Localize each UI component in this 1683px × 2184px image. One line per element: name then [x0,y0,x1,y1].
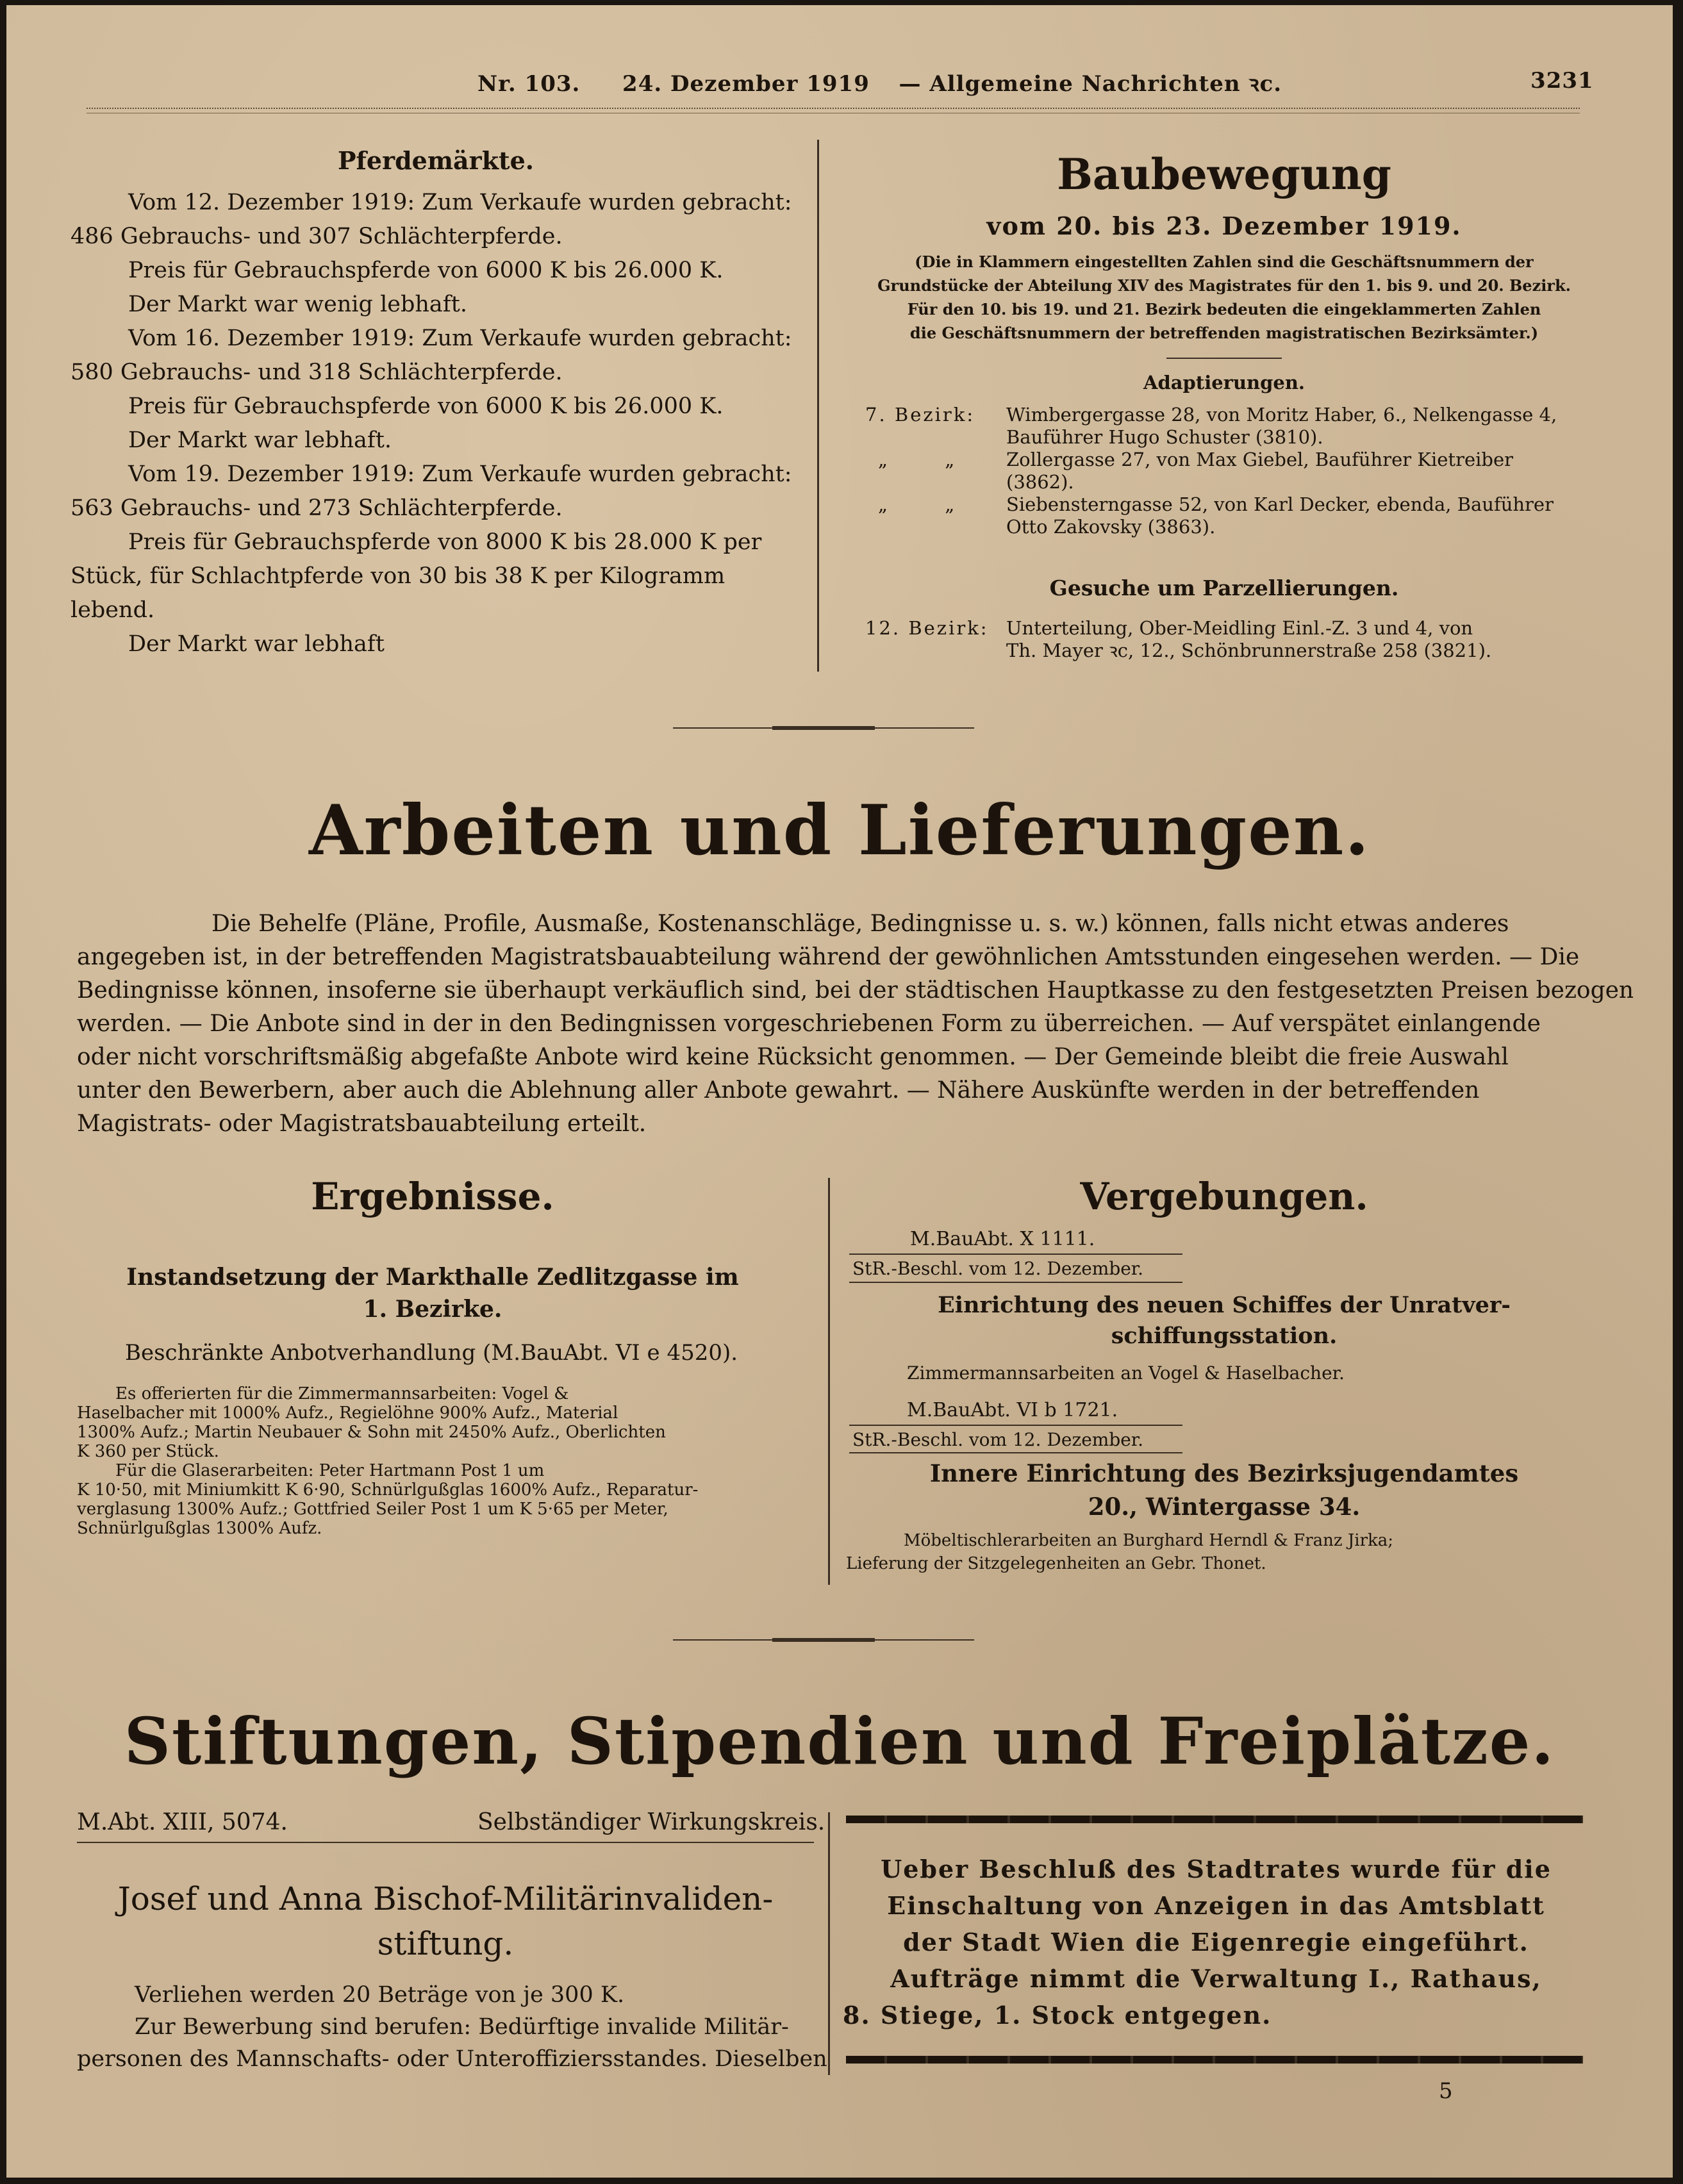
text-line: oder nicht vorschriftsmäßig abgefaßte Anbote wird keine Rücksicht genommen. — Der Gemeinde bleibt die freie Auswahl [77,1044,1509,1070]
list-item [865,449,1589,493]
stiftung-title [77,1876,814,1966]
stiftung-kreis: Selbständiger Wirkungskreis. [477,1809,825,1835]
text-line: angegeben ist, in der betreffenden Magistratsbauabteilung während der gewöhnlichen Amtsstunden eingesehen werden. — Die [77,944,1580,970]
text-line: 486 Gebrauchs- und 307 Schlächterpferde. [70,224,563,249]
stiftung-text [77,1979,827,2075]
text-line: Der Markt war wenig lebhaft. [128,292,467,317]
entry-text: Th. Mayer ꝛc, 12., Schönbrunnerstraße 258 (3821). [1006,640,1492,661]
baubewegung-subtitle: vom 20. bis 23. Dezember 1919. [986,211,1462,240]
text-line: Es offerierten für die Zimmermannsarbeiten: Vogel & [115,1384,569,1403]
vergebung-text: Zimmermannsarbeiten an Vogel & Haselbacher. [907,1362,1345,1384]
stiftung-ref: M.Abt. XIII, 5074. [77,1809,288,1835]
issue-number: Nr. 103. [477,71,581,97]
text-line: Ueber Beschluß des Stadtrates wurde für die [881,1855,1552,1883]
ref-rule [849,1253,1182,1255]
issue-date: 24. Dezember 1919 [622,71,870,97]
vergebung-text [846,1529,1580,1575]
bezirk-label: 12. Bezirk: [865,617,989,639]
text-line: 1. Bezirke. [363,1296,502,1323]
text-line: personen des Mannschafts- oder Unteroffiziersstandes. Dieselben [77,2046,827,2072]
text-line: Zur Bewerbung sind berufen: Bedürftige invalide Militär- [135,2014,789,2040]
section-divider-center [772,1638,875,1642]
baubewegung-title: Baubewegung [1057,149,1391,199]
text-line: Preis für Gebrauchspferde von 8000 K bis 28.000 K per [128,529,762,555]
text-line: Preis für Gebrauchspferde von 6000 K bis 26.000 K. [128,258,724,283]
notice-top-rule [846,1816,1583,1823]
bezirk-label: „ „ [878,493,981,515]
ergebnisse-item-title [77,1261,788,1325]
vergebung-ref: M.BauAbt. X 1111. [910,1228,1095,1250]
ref-rule [849,1425,1182,1426]
entry-text: Siebensterngasse 52, von Karl Decker, ebenda, Bauführer [1006,493,1554,515]
text-line: (Die in Klammern eingestellten Zahlen sind die Geschäftsnummern der [915,252,1534,271]
text-line: lebend. [70,597,155,623]
baubewegung-note [840,250,1609,345]
text-line: Der Markt war lebhaft. [128,427,392,453]
column-divider [817,140,819,672]
section-rule [1166,358,1282,359]
text-line: Innere Einrichtung des Bezirksjugendamtes [929,1459,1519,1487]
text-line: werden. — Die Anbote sind in der in den Bedingnissen vorgeschriebenen Form zu überreichen. — Auf verspätet einlangende [77,1011,1541,1037]
text-line: Einrichtung des neuen Schiffes der Unratver- [938,1292,1511,1318]
ergebnisse-title: Ergebnisse. [311,1175,554,1218]
text-line: 563 Gebrauchs- und 273 Schlächterpferde. [70,495,563,521]
text-line: Für die Glaserarbeiten: Peter Hartmann Post 1 um [115,1461,545,1480]
page-header [477,68,1682,97]
text-line: Aufträge nimmt die Verwaltung I., Rathaus, [890,1964,1542,1993]
text-line: Instandsetzung der Markthalle Zedlitzgasse im [126,1264,739,1291]
text-line: Grundstücke der Abteilung XIV des Magistrates für den 1. bis 9. und 20. Bezirk. [877,276,1571,295]
text-line: Einschaltung von Anzeigen in das Amtsblatt [887,1891,1545,1920]
text-line: K 360 per Stück. [77,1442,219,1461]
arbeiten-title: Arbeiten und Lieferungen. [309,790,1370,871]
text-line: Haselbacher mit 1000% Aufz., Regielöhne 900% Aufz., Material [77,1403,618,1423]
list-item [865,493,1589,538]
entry-text: Otto Zakovsky (3863). [1006,516,1216,538]
section-name: — Allgemeine Nachrichten ꝛc. [899,71,1282,97]
vergebung-beschluss: StR.-Beschl. vom 12. Dezember. [852,1258,1144,1279]
text-line: Lieferung der Sitzgelegenheiten an Gebr. Thonet. [846,1554,1266,1573]
text-line: 580 Gebrauchs- und 318 Schlächterpferde. [70,360,563,385]
text-line: Der Markt war lebhaft [128,631,385,657]
text-line: Verliehen werden 20 Beträge von je 300 K. [135,1982,625,2008]
list-item [865,617,1589,662]
adaptierungen-list [865,404,1589,538]
text-line: unter den Bewerbern, aber auch die Ablehnung aller Anbote gewahrt. — Nähere Auskünfte werden in der betreffenden [77,1077,1480,1104]
notice-bottom-rule [846,2056,1583,2064]
vergebung-ref: M.BauAbt. VI b 1721. [907,1399,1118,1421]
bezirk-label: „ „ [878,449,981,470]
text-line: verglasung 1300% Aufz.; Gottfried Seiler Post 1 um K 5·65 per Meter, [77,1500,668,1519]
text-line: 8. Stiege, 1. Stock entgegen. [843,2001,1272,2030]
text-line: Magistrats- oder Magistratsbauabteilung erteilt. [77,1111,647,1137]
ref-rule [849,1452,1182,1453]
text-line: stiftung. [377,1925,514,1962]
entry-text: Zollergasse 27, von Max Giebel, Bauführer Kietreiber [1006,449,1513,470]
pferdemaerkte-text [70,186,804,661]
entry-text: Bauführer Hugo Schuster (3810). [1006,426,1323,448]
ref-rule [849,1282,1182,1283]
text-line: Für den 10. bis 19. und 21. Bezirk bedeuten die eingeklammerten Zahlen [907,300,1541,318]
vergebung-title [840,1290,1609,1352]
parzellierungen-title: Gesuche um Parzellierungen. [1049,575,1399,600]
text-line: Vom 19. Dezember 1919: Zum Verkaufe wurden gebracht: [128,461,792,487]
text-line: Vom 12. Dezember 1919: Zum Verkaufe wurden gebracht: [128,190,792,215]
signature-mark: 5 [1439,2078,1453,2104]
entry-text: (3862). [1006,471,1074,493]
text-line: die Geschäftsnummern der betreffenden magistratischen Bezirksämter.) [909,324,1539,342]
vergebungen-title: Vergebungen. [1080,1175,1368,1218]
text-line: Stück, für Schlachtpferde von 30 bis 38 K per Kilogramm [70,563,725,589]
text-line: Möbeltischlerarbeiten an Burghard Herndl & Franz Jirka; [904,1531,1394,1550]
text-line: der Stadt Wien die Eigenregie eingeführt. [903,1928,1529,1956]
text-line: 1300% Aufz.; Martin Neubauer & Sohn mit 2450% Aufz., Oberlichten [77,1423,666,1442]
text-line: Vom 16. Dezember 1919: Zum Verkaufe wurden gebracht: [128,326,792,351]
anzeige-notice [843,1851,1589,2033]
page-number: 3231 [1530,68,1594,94]
list-item [865,404,1589,449]
text-line: K 10·50, mit Miniumkitt K 6·90, Schnürlgußglas 1600% Aufz., Reparatur- [77,1480,699,1500]
section-divider-center [772,726,875,730]
column-divider [828,1178,830,1585]
pferdemaerkte-title: Pferdemärkte. [337,146,534,175]
arbeiten-intro [77,907,1634,1141]
vergebung-title [840,1457,1609,1523]
text-line: Bedingnisse können, insoferne sie überhaupt verkäuflich sind, bei der städtischen Hauptkasse zu den festgesetzten Preisen bezogen [77,977,1634,1004]
ergebnisse-subtitle: Beschränkte Anbotverhandlung (M.BauAbt. VI e 4520). [125,1340,738,1366]
header-rule [87,108,1580,113]
text-line: Preis für Gebrauchspferde von 6000 K bis 26.000 K. [128,393,724,419]
text-line: Josef und Anna Bischof-Militärinvaliden- [117,1880,774,1917]
text-line: schiffungsstation. [1111,1323,1338,1349]
entry-text: Unterteilung, Ober-Meidling Einl.-Z. 3 und 4, von [1006,617,1473,639]
vergebung-beschluss: StR.-Beschl. vom 12. Dezember. [852,1429,1144,1450]
text-line: Die Behelfe (Pläne, Profile, Ausmaße, Kostenanschläge, Bedingnisse u. s. w.) können, falls nicht etwas anderes [211,911,1509,937]
entry-text: Wimbergergasse 28, von Moritz Haber, 6., Nelkengasse 4, [1006,404,1557,426]
ref-rule [77,1842,814,1843]
bezirk-label: 7. Bezirk: [865,404,975,426]
adaptierungen-title: Adaptierungen. [1143,372,1306,393]
newspaper-page [6,5,1673,2178]
stiftungen-title: Stiftungen, Stipendien und Freiplätze. [124,1703,1555,1779]
text-line: Schnürlgußglas 1300% Aufz. [77,1519,322,1538]
column-divider [828,1812,830,2075]
ergebnisse-text [77,1384,808,1538]
text-line: 20., Wintergasse 34. [1088,1493,1361,1521]
